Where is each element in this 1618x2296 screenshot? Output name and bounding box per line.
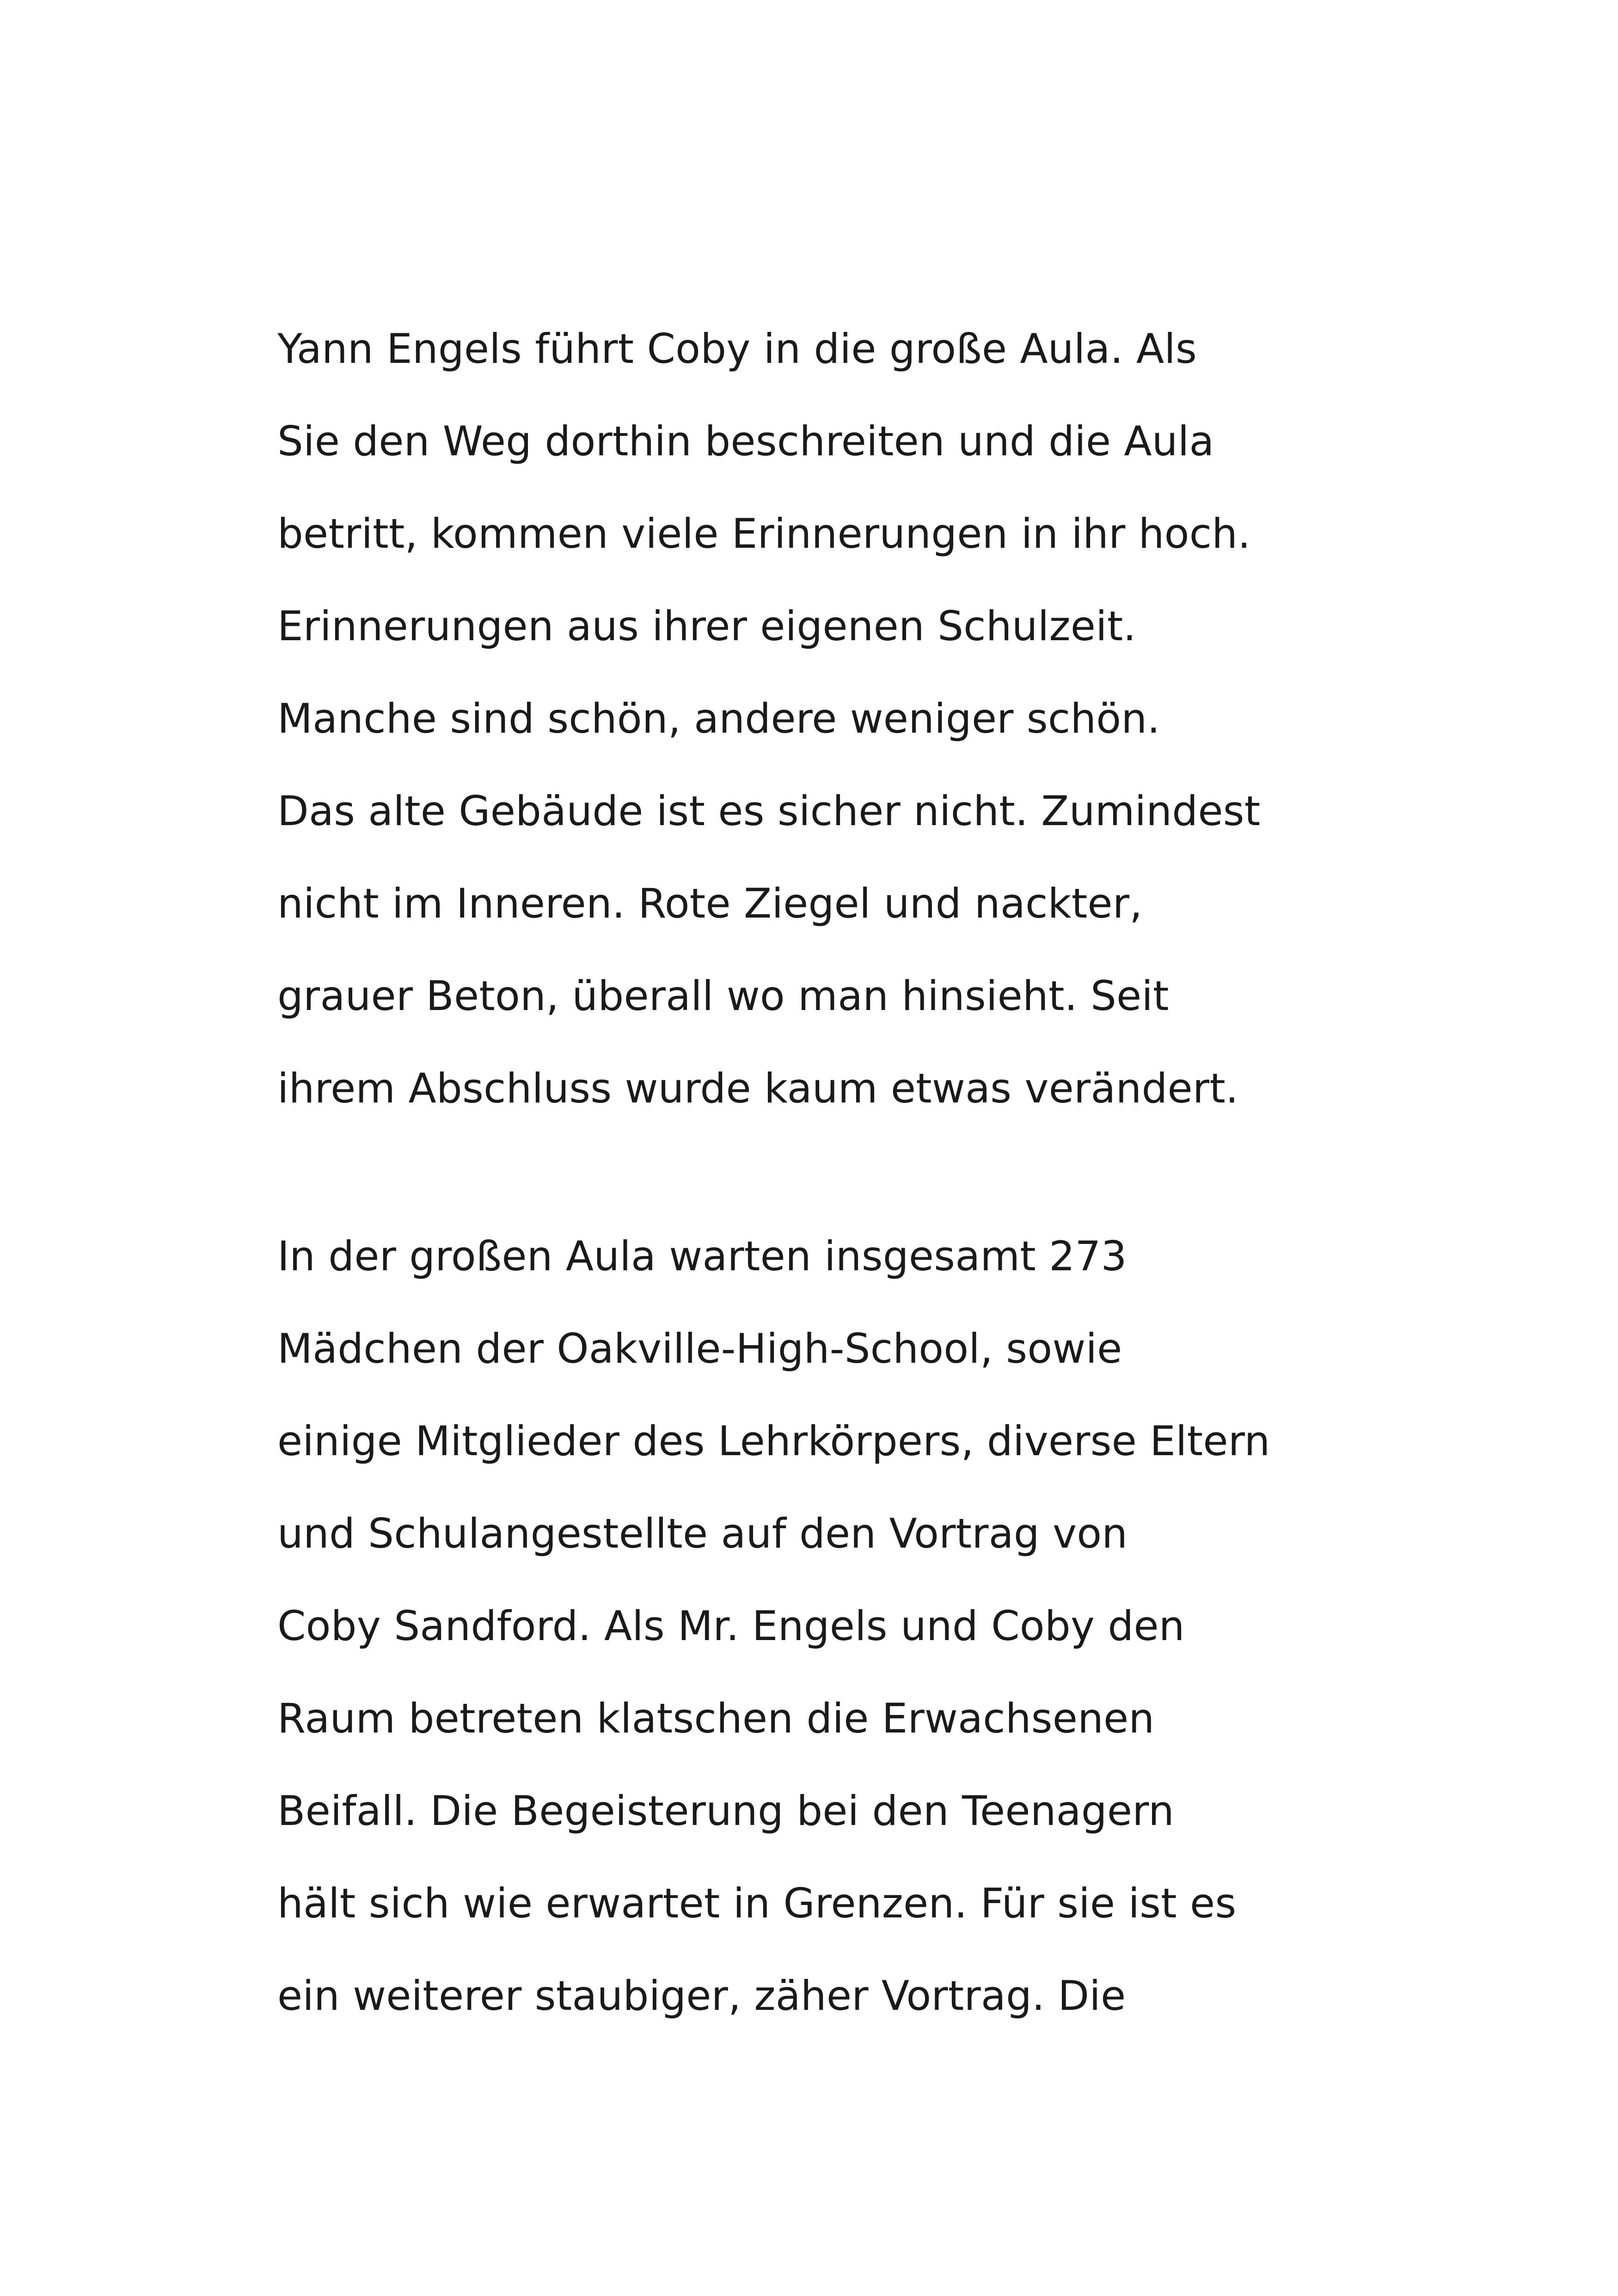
text-line: einige Mitglieder des Lehrkörpers, diverse Eltern: [277, 1417, 1270, 1465]
text-line: Beifall. Die Begeisterung bei den Teenagern: [277, 1787, 1175, 1835]
text-line: In der großen Aula warten insgesamt 273: [277, 1232, 1127, 1280]
text-line: Mädchen der Oakville-High-School, sowie: [277, 1325, 1122, 1372]
text-line: Yann Engels führt Coby in die große Aula. Als: [277, 325, 1197, 373]
text-line: betritt, kommen viele Erinnerungen in ihr hoch.: [277, 510, 1251, 557]
text-line: grauer Beton, überall wo man hinsieht. Seit: [277, 972, 1169, 1020]
text-line: hält sich wie erwartet in Grenzen. Für sie ist es: [277, 1880, 1237, 1927]
text-line: Sie den Weg dorthin beschreiten und die Aula: [277, 417, 1214, 465]
text-line: ein weiterer staubiger, zäher Vortrag. Die: [277, 1972, 1126, 2020]
text-line: ihrem Abschluss wurde kaum etwas verändert.: [277, 1065, 1239, 1112]
text-line: Raum betreten klatschen die Erwachsenen: [277, 1695, 1155, 1742]
paragraph-2: [277, 1210, 1410, 2042]
text-line: Manche sind schön, andere weniger schön.: [277, 695, 1160, 742]
text-line: nicht im Inneren. Rote Ziegel und nackter,: [277, 880, 1143, 927]
text-line: Erinnerungen aus ihrer eigenen Schulzeit.: [277, 602, 1136, 650]
paragraph-1: [277, 303, 1410, 1135]
text-line: und Schulangestellte auf den Vortrag von: [277, 1510, 1128, 1557]
text-line: Das alte Gebäude ist es sicher nicht. Zumindest: [277, 787, 1261, 835]
text-line: Coby Sandford. Als Mr. Engels und Coby den: [277, 1602, 1185, 1650]
